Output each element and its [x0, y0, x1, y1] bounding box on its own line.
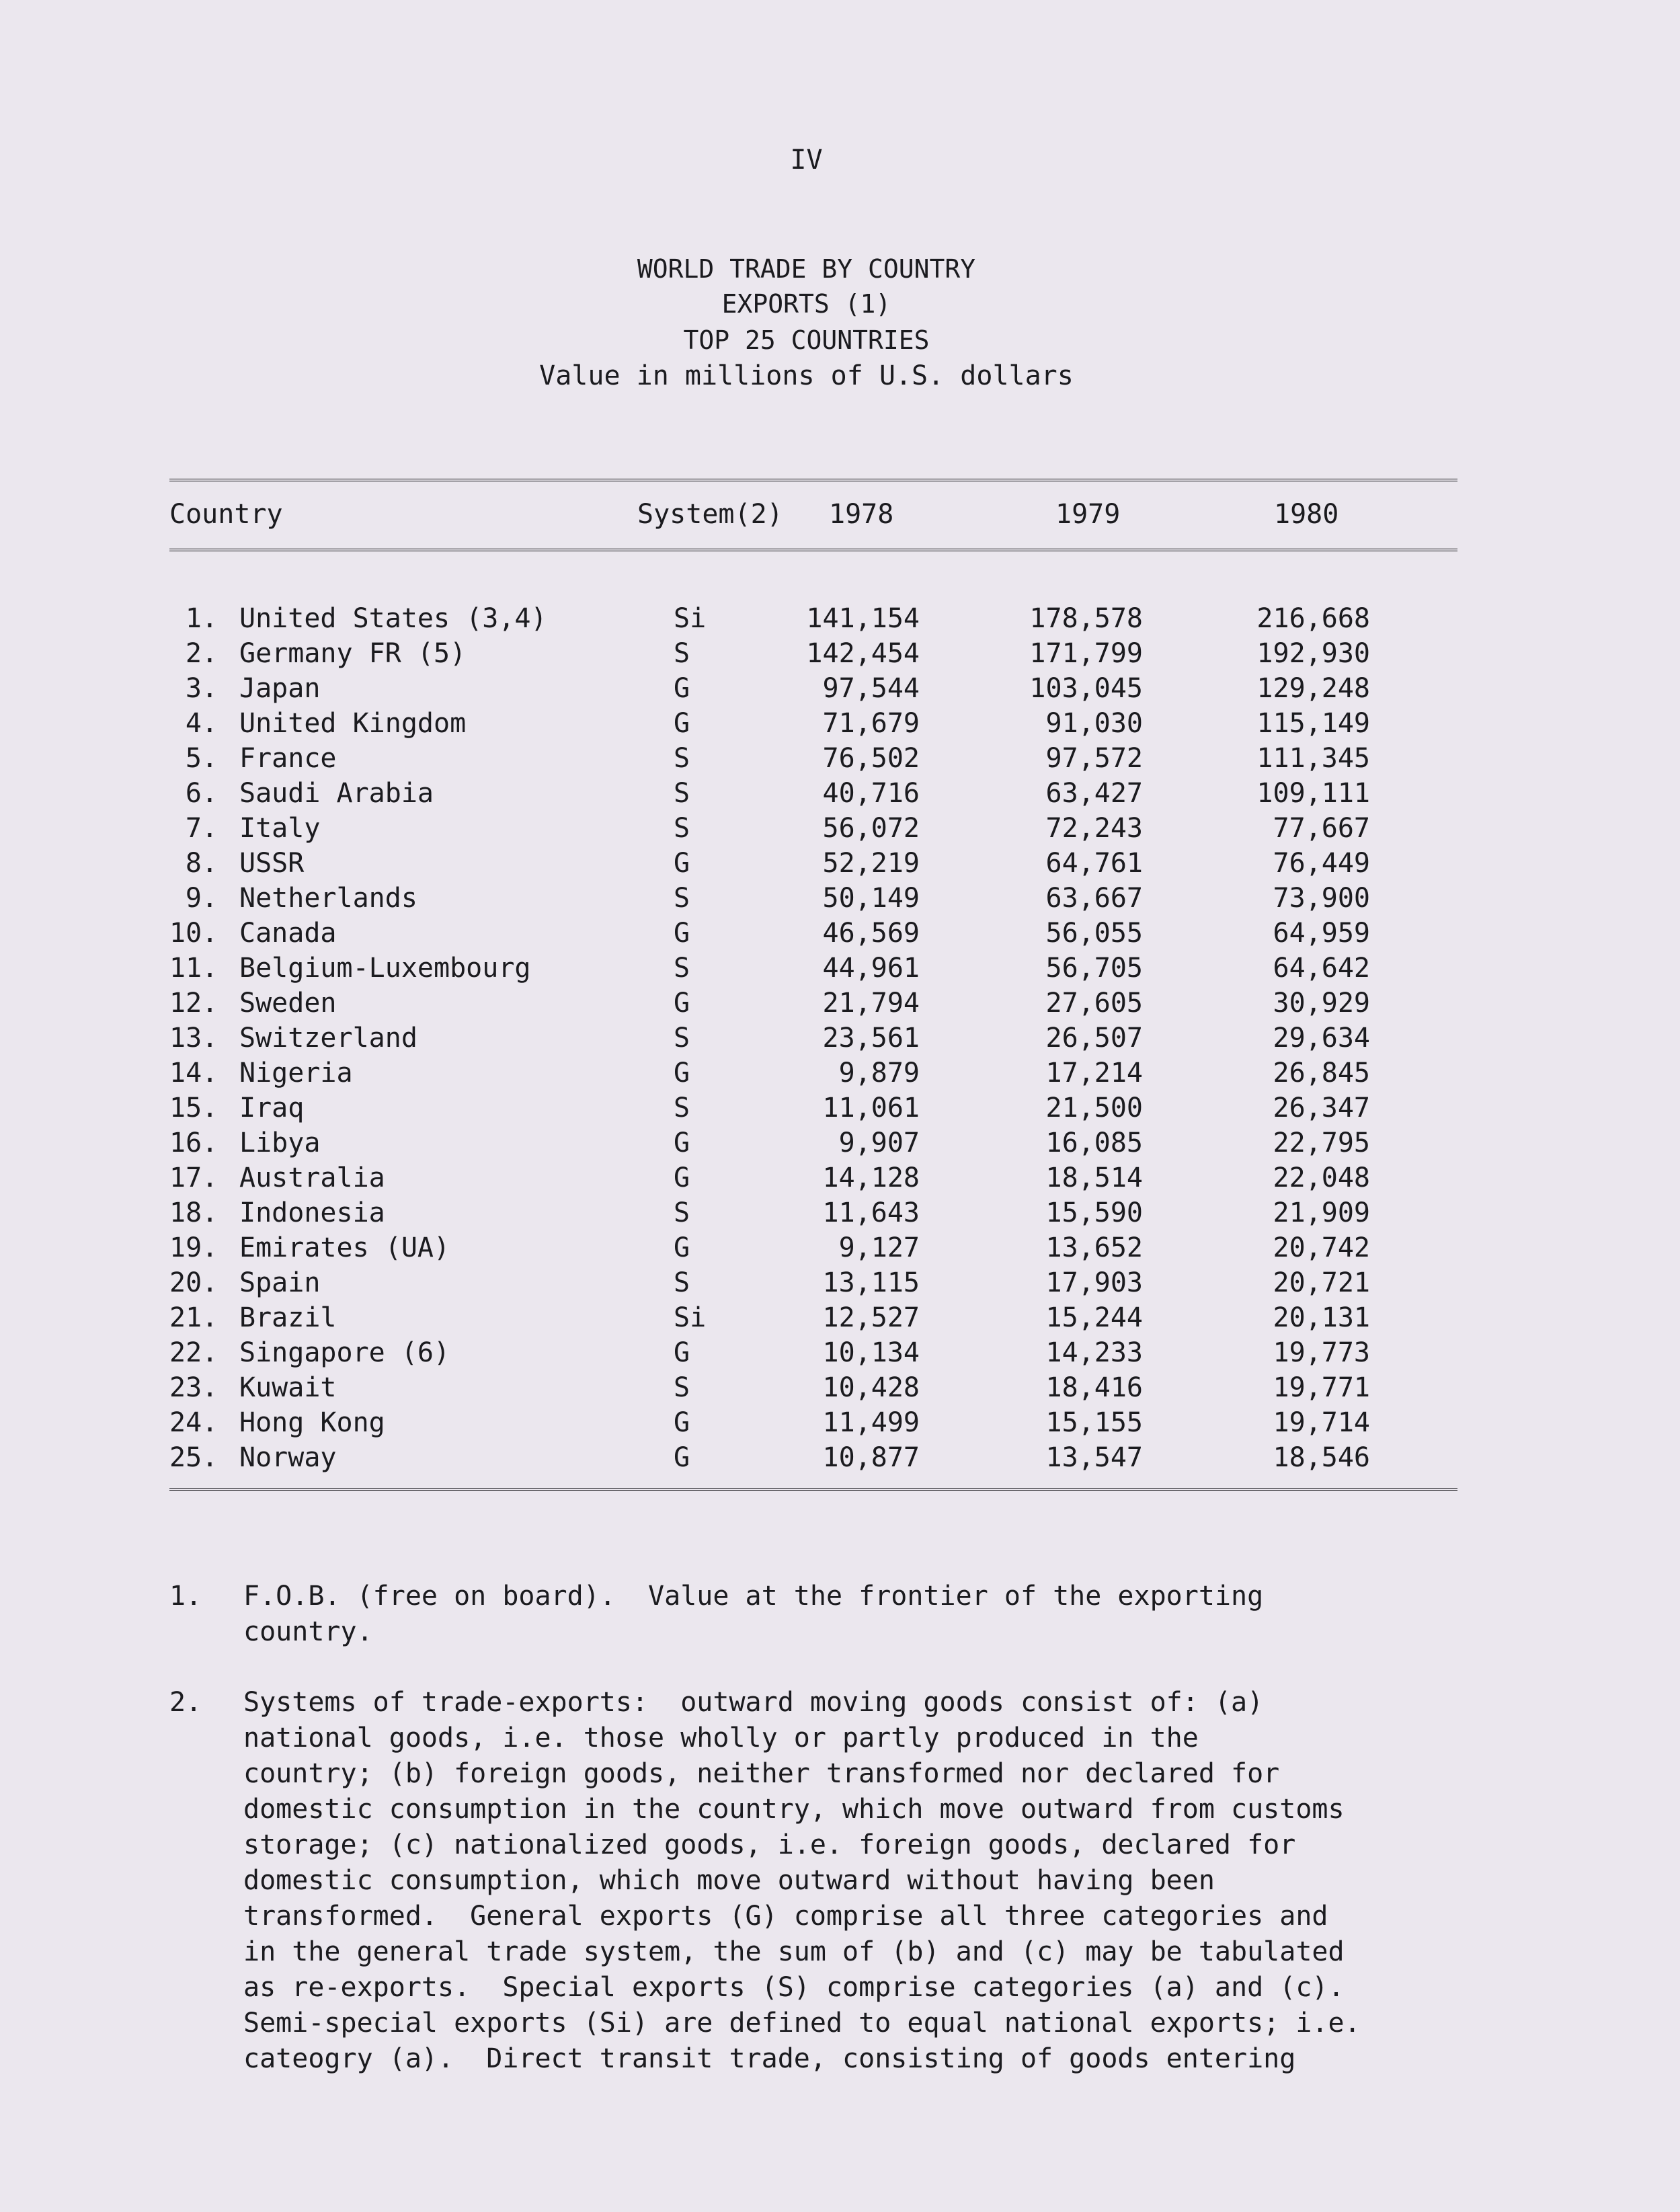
row-system: G [674, 1442, 690, 1473]
row-value-1980: 29,634 [1273, 1023, 1370, 1054]
row-country: Indonesia [239, 1197, 385, 1228]
row-system: S [674, 1197, 690, 1228]
table-row [0, 953, 1680, 988]
row-country: Nigeria [239, 1058, 353, 1089]
row-value-1980: 22,795 [1273, 1128, 1370, 1158]
row-country: Japan [239, 673, 321, 704]
row-value-1979: 178,578 [1029, 603, 1143, 634]
row-value-1980: 64,642 [1273, 953, 1370, 984]
row-system: S [674, 778, 690, 809]
table-row [0, 1302, 1680, 1337]
row-rank: 1. [185, 603, 218, 634]
row-rank: 13. [169, 1023, 218, 1054]
table-row [0, 883, 1680, 918]
table-row [0, 638, 1680, 673]
row-value-1980: 109,111 [1256, 778, 1370, 809]
row-system: S [674, 1023, 690, 1054]
row-system: S [674, 1267, 690, 1298]
footnote [0, 1579, 1680, 1650]
page-number: IV [790, 145, 823, 175]
row-value-1979: 64,761 [1045, 848, 1143, 879]
row-system: S [674, 1093, 690, 1123]
row-value-1979: 14,233 [1045, 1337, 1143, 1368]
row-system: G [674, 1337, 690, 1368]
table-header-rule [169, 549, 1457, 554]
table-row [0, 1267, 1680, 1302]
row-value-1980: 18,546 [1273, 1442, 1370, 1473]
row-country: Hong Kong [239, 1407, 385, 1438]
footnote-line: Semi-special exports (Si) are defined to equal national exports; i.e. [243, 2008, 1361, 2039]
row-value-1979: 26,507 [1045, 1023, 1143, 1054]
table-body [0, 603, 1680, 1477]
table-row [0, 848, 1680, 883]
row-value-1978: 23,561 [822, 1023, 920, 1054]
row-country: Belgium-Luxembourg [239, 953, 531, 984]
row-value-1978: 76,502 [822, 743, 920, 774]
document-subtitle-units: Value in millions of U.S. dollars [539, 360, 1074, 391]
row-value-1979: 63,667 [1045, 883, 1143, 914]
row-value-1979: 15,155 [1045, 1407, 1143, 1438]
row-value-1979: 56,705 [1045, 953, 1143, 984]
row-value-1979: 97,572 [1045, 743, 1143, 774]
row-value-1979: 103,045 [1029, 673, 1143, 704]
row-value-1978: 9,907 [838, 1128, 920, 1158]
row-system: G [674, 918, 690, 949]
row-country: Kuwait [239, 1372, 337, 1403]
row-system: S [674, 1372, 690, 1403]
row-rank: 11. [169, 953, 218, 984]
row-rank: 10. [169, 918, 218, 949]
footnote-number: 1. [169, 1581, 202, 1612]
table-top-rule [169, 479, 1457, 484]
row-value-1980: 192,930 [1256, 638, 1370, 669]
row-value-1978: 56,072 [822, 813, 920, 844]
footnote-line: F.O.B. (free on board). Value at the frontier of the exporting [243, 1581, 1264, 1612]
row-system: G [674, 1058, 690, 1089]
row-value-1979: 171,799 [1029, 638, 1143, 669]
table-row [0, 778, 1680, 813]
table-row [0, 1128, 1680, 1162]
table-bottom-rule [169, 1488, 1457, 1493]
table-row [0, 743, 1680, 778]
row-rank: 23. [169, 1372, 218, 1403]
table-row [0, 1372, 1680, 1407]
row-system: G [674, 673, 690, 704]
footnote-line: cateogry (a). Direct transit trade, consisting of goods entering [243, 2043, 1296, 2074]
table-row [0, 1058, 1680, 1093]
header-system: System(2) [637, 499, 783, 530]
row-value-1978: 21,794 [822, 988, 920, 1019]
table-row [0, 673, 1680, 708]
row-value-1980: 77,667 [1273, 813, 1370, 844]
footnote-line: transformed. General exports (G) comprise all three categories and [243, 1901, 1328, 1932]
row-value-1978: 14,128 [822, 1162, 920, 1193]
row-country: Singapore (6) [239, 1337, 450, 1368]
header-1978: 1978 [829, 499, 894, 530]
row-system: Si [674, 1302, 707, 1333]
row-value-1980: 20,131 [1273, 1302, 1370, 1333]
row-value-1978: 46,569 [822, 918, 920, 949]
document-title: WORLD TRADE BY COUNTRY [637, 254, 976, 284]
row-value-1980: 26,845 [1273, 1058, 1370, 1089]
row-system: G [674, 1162, 690, 1193]
row-value-1979: 18,514 [1045, 1162, 1143, 1193]
row-value-1980: 73,900 [1273, 883, 1370, 914]
row-country: USSR [239, 848, 305, 879]
footnote-text [243, 1579, 1453, 1650]
row-value-1980: 216,668 [1256, 603, 1370, 634]
row-rank: 2. [185, 638, 218, 669]
row-value-1978: 141,154 [806, 603, 920, 634]
footnote-line: national goods, i.e. those wholly or partly produced in the [243, 1723, 1199, 1753]
row-rank: 14. [169, 1058, 218, 1089]
row-value-1978: 10,428 [822, 1372, 920, 1403]
footnote-line: as re-exports. Special exports (S) comprise categories (a) and (c). [243, 1972, 1345, 2003]
row-system: G [674, 708, 690, 739]
row-system: S [674, 813, 690, 844]
row-system: G [674, 988, 690, 1019]
footnote-line: country. [243, 1616, 373, 1647]
row-value-1978: 11,643 [822, 1197, 920, 1228]
row-value-1979: 15,244 [1045, 1302, 1143, 1333]
table-row [0, 1407, 1680, 1442]
footnote-line: country; (b) foreign goods, neither transformed nor declared for [243, 1758, 1280, 1789]
document-subtitle-exports: EXPORTS (1) [721, 289, 891, 319]
row-value-1978: 11,499 [822, 1407, 920, 1438]
row-value-1979: 21,500 [1045, 1093, 1143, 1123]
row-country: Canada [239, 918, 337, 949]
footnote [0, 1685, 1680, 2077]
table-row [0, 1023, 1680, 1058]
row-system: S [674, 743, 690, 774]
row-value-1980: 76,449 [1273, 848, 1370, 879]
row-country: France [239, 743, 337, 774]
row-value-1979: 91,030 [1045, 708, 1143, 739]
row-value-1978: 10,134 [822, 1337, 920, 1368]
footnote-line: domestic consumption, which move outward without having been [243, 1865, 1215, 1896]
row-value-1979: 18,416 [1045, 1372, 1143, 1403]
row-rank: 4. [185, 708, 218, 739]
table-row [0, 708, 1680, 743]
row-country: Iraq [239, 1093, 305, 1123]
row-value-1980: 19,714 [1273, 1407, 1370, 1438]
footnote-line: Systems of trade-exports: outward moving goods consist of: (a) [243, 1687, 1264, 1718]
row-value-1978: 11,061 [822, 1093, 920, 1123]
row-system: G [674, 1407, 690, 1438]
row-value-1980: 115,149 [1256, 708, 1370, 739]
footnote-line: domestic consumption in the country, which move outward from customs [243, 1794, 1345, 1825]
row-rank: 12. [169, 988, 218, 1019]
row-value-1980: 111,345 [1256, 743, 1370, 774]
row-value-1980: 20,742 [1273, 1232, 1370, 1263]
row-country: United States (3,4) [239, 603, 547, 634]
row-value-1978: 13,115 [822, 1267, 920, 1298]
header-country: Country [169, 499, 283, 530]
row-country: Libya [239, 1128, 321, 1158]
row-rank: 25. [169, 1442, 218, 1473]
row-country: Saudi Arabia [239, 778, 434, 809]
row-value-1978: 40,716 [822, 778, 920, 809]
table-row [0, 1337, 1680, 1372]
header-1979: 1979 [1055, 499, 1121, 530]
row-country: Sweden [239, 988, 337, 1019]
row-rank: 22. [169, 1337, 218, 1368]
row-country: Italy [239, 813, 321, 844]
row-rank: 20. [169, 1267, 218, 1298]
table-row [0, 918, 1680, 953]
table-row [0, 988, 1680, 1023]
row-value-1980: 129,248 [1256, 673, 1370, 704]
row-value-1978: 44,961 [822, 953, 920, 984]
row-country: United Kingdom [239, 708, 467, 739]
footnote-line: storage; (c) nationalized goods, i.e. foreign goods, declared for [243, 1829, 1296, 1860]
row-rank: 8. [185, 848, 218, 879]
row-value-1979: 17,214 [1045, 1058, 1143, 1089]
row-rank: 24. [169, 1407, 218, 1438]
table-row [0, 1442, 1680, 1477]
row-system: S [674, 883, 690, 914]
row-value-1979: 13,652 [1045, 1232, 1143, 1263]
row-value-1979: 72,243 [1045, 813, 1143, 844]
row-value-1978: 50,149 [822, 883, 920, 914]
row-country: Switzerland [239, 1023, 417, 1054]
row-value-1979: 16,085 [1045, 1128, 1143, 1158]
table-row [0, 1093, 1680, 1128]
row-value-1980: 19,773 [1273, 1337, 1370, 1368]
row-value-1980: 26,347 [1273, 1093, 1370, 1123]
row-system: S [674, 638, 690, 669]
row-value-1980: 64,959 [1273, 918, 1370, 949]
row-value-1979: 56,055 [1045, 918, 1143, 949]
row-value-1980: 20,721 [1273, 1267, 1370, 1298]
row-system: G [674, 848, 690, 879]
row-value-1980: 30,929 [1273, 988, 1370, 1019]
row-country: Brazil [239, 1302, 337, 1333]
row-value-1979: 15,590 [1045, 1197, 1143, 1228]
row-system: S [674, 953, 690, 984]
footnotes [0, 1579, 1680, 2112]
row-rank: 16. [169, 1128, 218, 1158]
row-country: Australia [239, 1162, 385, 1193]
row-value-1978: 12,527 [822, 1302, 920, 1333]
row-value-1978: 10,877 [822, 1442, 920, 1473]
header-1980: 1980 [1274, 499, 1339, 530]
row-value-1979: 63,427 [1045, 778, 1143, 809]
row-value-1978: 142,454 [806, 638, 920, 669]
row-value-1980: 21,909 [1273, 1197, 1370, 1228]
row-rank: 17. [169, 1162, 218, 1193]
row-value-1978: 9,127 [838, 1232, 920, 1263]
row-value-1978: 9,879 [838, 1058, 920, 1089]
row-country: Spain [239, 1267, 321, 1298]
footnote-text [243, 1685, 1453, 2077]
row-system: G [674, 1232, 690, 1263]
row-rank: 6. [185, 778, 218, 809]
row-rank: 18. [169, 1197, 218, 1228]
table-row [0, 1162, 1680, 1197]
table-row [0, 1197, 1680, 1232]
table-row [0, 813, 1680, 848]
table-row [0, 1232, 1680, 1267]
row-value-1978: 52,219 [822, 848, 920, 879]
row-rank: 3. [185, 673, 218, 704]
row-rank: 15. [169, 1093, 218, 1123]
row-country: Norway [239, 1442, 337, 1473]
table-row [0, 603, 1680, 638]
row-value-1979: 17,903 [1045, 1267, 1143, 1298]
row-system: G [674, 1128, 690, 1158]
footnote-number: 2. [169, 1687, 202, 1718]
row-country: Emirates (UA) [239, 1232, 450, 1263]
row-rank: 9. [185, 883, 218, 914]
row-rank: 19. [169, 1232, 218, 1263]
row-rank: 21. [169, 1302, 218, 1333]
row-value-1979: 27,605 [1045, 988, 1143, 1019]
row-value-1979: 13,547 [1045, 1442, 1143, 1473]
row-value-1978: 97,544 [822, 673, 920, 704]
row-rank: 5. [185, 743, 218, 774]
row-rank: 7. [185, 813, 218, 844]
row-value-1978: 71,679 [822, 708, 920, 739]
row-value-1980: 22,048 [1273, 1162, 1370, 1193]
document-subtitle-top25: TOP 25 COUNTRIES [683, 325, 930, 355]
row-country: Germany FR (5) [239, 638, 467, 669]
row-system: Si [674, 603, 707, 634]
footnote-line: in the general trade system, the sum of (b) and (c) may be tabulated [243, 1936, 1345, 1967]
row-country: Netherlands [239, 883, 417, 914]
row-value-1980: 19,771 [1273, 1372, 1370, 1403]
